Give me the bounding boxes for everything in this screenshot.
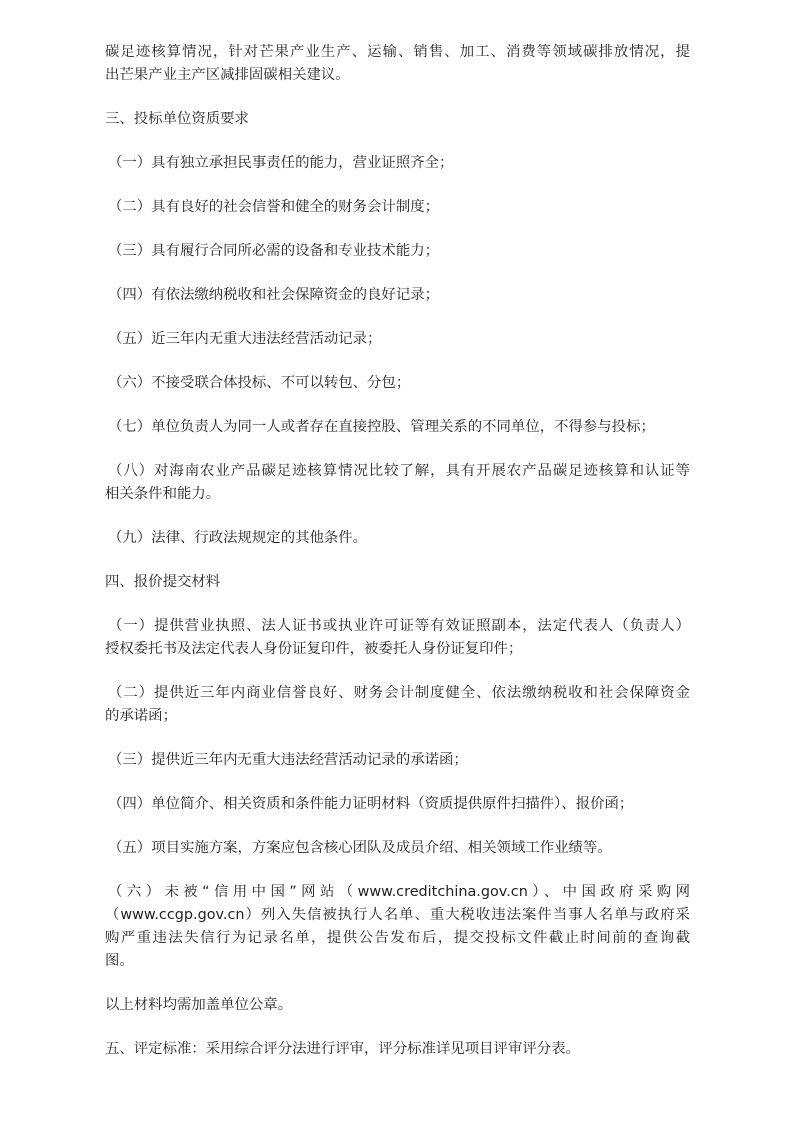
text-line: （一）具有独立承担民事责任的能力，营业证照齐全；: [108, 155, 454, 171]
paragraph: [105, 682, 690, 728]
text-line: （六）未被“信用中国”网站（www.creditchina.gov.cn）、中国政府采购网: [108, 884, 690, 900]
text-line: （七）单位负责人为同一人或者存在直接控股、管理关系的不同单位，不得参与投标；: [108, 419, 655, 435]
paragraph: [105, 41, 690, 87]
text-line: 授权委托书及法定代表人身份证复印件，被委托人身份证复印件；: [105, 641, 523, 657]
text-line: （二）提供近三年内商业信誉良好、财务会计制度健全、依法缴纳税收和社会保障资金: [108, 685, 690, 701]
paragraph: [105, 196, 690, 219]
paragraph: [105, 240, 690, 263]
text-line: 以上材料均需加盖单位公章。: [105, 997, 293, 1013]
paragraph: [105, 749, 690, 772]
text-line: 购严重违法失信行为记录名单，提供公告发布后，提交投标文件截止时间前的查询截: [105, 930, 690, 946]
paragraph: [105, 284, 690, 307]
paragraph: [105, 416, 690, 439]
paragraph: [105, 837, 690, 860]
text-line: （六）不接受联合体投标、不可以转包、分包；: [108, 375, 411, 391]
paragraph: [105, 372, 690, 395]
paragraph: [105, 527, 690, 550]
text-line: （一）提供营业执照、法人证书或执业许可证等有效证照副本，法定代表人（负责人）: [108, 618, 690, 634]
paragraph: [105, 460, 690, 506]
text-line: （www.ccgp.gov.cn）列入失信被执行人名单、重大税收违法案件当事人名单与政府采: [105, 907, 690, 923]
text-line: （四）单位简介、相关资质和条件能力证明材料（资质提供原件扫描件）、报价函；: [108, 796, 634, 812]
text-line: （九）法律、行政法规规定的其他条件。: [108, 530, 368, 546]
paragraph: [105, 328, 690, 351]
paragraph: [105, 571, 690, 594]
text-line: （五）近三年内无重大违法经营活动记录；: [108, 331, 382, 347]
paragraph: [105, 1038, 690, 1061]
text-line: （三）具有履行合同所必需的设备和专业技术能力；: [108, 243, 439, 259]
document-body: [105, 41, 690, 1082]
text-line: 四、报价提交材料: [105, 574, 221, 590]
paragraph: [105, 108, 690, 131]
text-line: 出芒果产业主产区减排固碳相关建议。: [105, 67, 350, 83]
paragraph: [105, 881, 690, 973]
text-line: （八）对海南农业产品碳足迹核算情况比较了解，具有开展农产品碳足迹核算和认证等: [108, 463, 690, 479]
text-line: （四）有依法缴纳税收和社会保障资金的良好记录；: [108, 287, 439, 303]
paragraph: [105, 994, 690, 1017]
text-line: 三、投标单位资质要求: [105, 111, 249, 127]
paragraph: [105, 152, 690, 175]
text-line: 图。: [105, 953, 134, 969]
text-line: 五、评定标准：采用综合评分法进行评审，评分标准详见项目评审评分表。: [105, 1041, 580, 1057]
text-line: （五）项目实施方案，方案应包含核心团队及成员介绍、相关领域工作业绩等。: [108, 840, 612, 856]
text-line: （三）提供近三年内无重大违法经营活动记录的承诺函；: [108, 752, 468, 768]
text-line: （二）具有良好的社会信誉和健全的财务会计制度；: [108, 199, 439, 215]
paragraph: [105, 793, 690, 816]
text-line: 相关条件和能力。: [105, 486, 221, 502]
text-line: 碳足迹核算情况，针对芒果产业生产、运输、销售、加工、消费等领域碳排放情况，提: [105, 44, 690, 60]
paragraph: [105, 615, 690, 661]
text-line: 的承诺函；: [105, 708, 177, 724]
